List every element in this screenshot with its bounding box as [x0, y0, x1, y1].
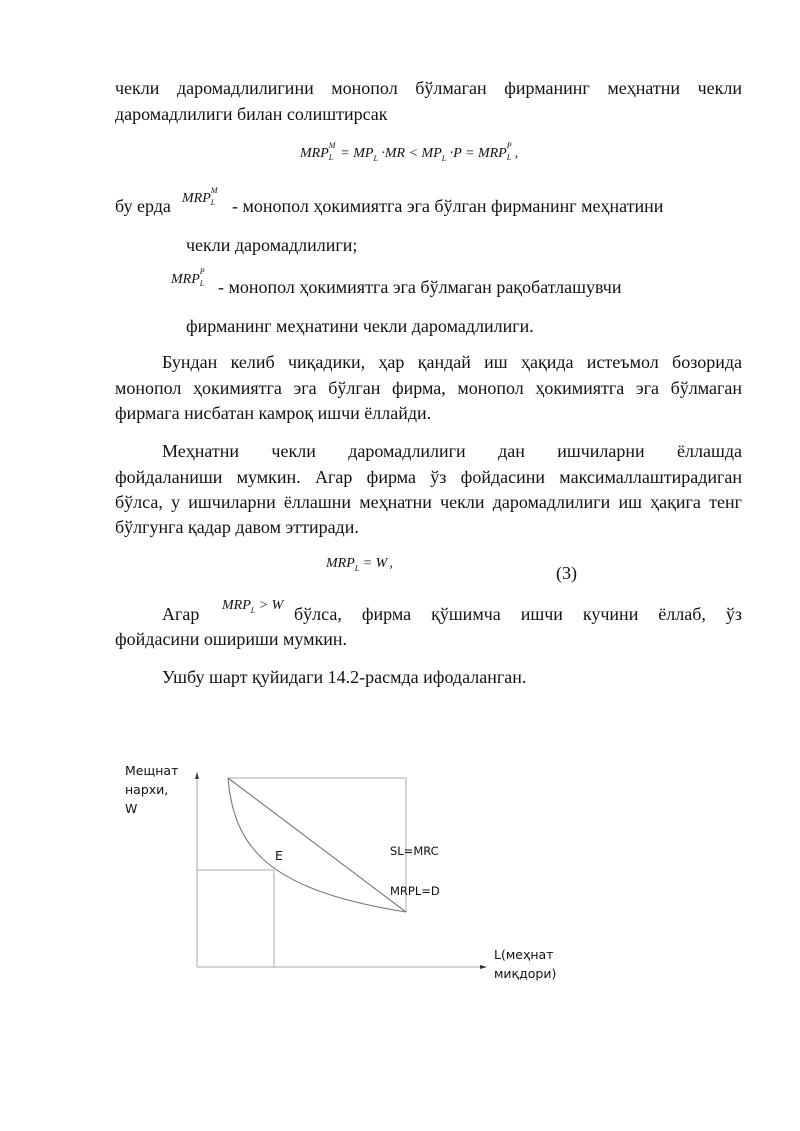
paragraph-2-line-1: Бундан келиб чиқадики, ҳар қандай иш ҳақида истеъмол бозорида	[162, 352, 742, 372]
demand-curve-label: MRPL=D	[390, 884, 440, 898]
paragraph-4-line-1-rest: бўлса, фирма қўшимча ишчи кучини ёллаб, ўз	[294, 604, 742, 624]
paragraph-3-line-3: бўлса, у ишчиларни ёллашни меҳнатни чекли даромадлилиги иш ҳақига тенг	[115, 492, 742, 512]
paragraph-4-symbol: $MRP_L > W$	[222, 598, 284, 615]
paragraph-4-line-2: фойдасини ошириши мумкин.	[115, 629, 348, 649]
paragraph-4-word: Агар	[162, 604, 200, 624]
definition-2-continuation: фирманинг меҳнатини чекли даромадлилиги.	[186, 316, 534, 336]
equation-number: (3)	[556, 563, 577, 583]
x-axis-label-line-1: L(меҳнат	[494, 947, 554, 962]
x-axis-label-line-2: миқдори)	[494, 966, 557, 981]
definition-1-prefix: бу ерда	[115, 196, 171, 216]
y-axis-label-line-2: нархи,	[125, 782, 169, 797]
supply-line-mrc	[228, 778, 406, 912]
paragraph-2-line-3: фирмага нисбатан камроқ ишчи ёллайди.	[115, 403, 432, 423]
equation-mrp-equals-wage: $MRP_L = W$ ,	[326, 556, 393, 573]
x-axis-arrowhead	[480, 965, 487, 969]
paragraph-3-line-4: бўлгунга қадар давом эттиради.	[115, 517, 359, 537]
supply-curve-label: SL=MRC	[390, 844, 439, 858]
paragraph-3-line-2: фойдаланиши мумкин. Агар фирма ўз фойдасини максималлаштирадиган	[115, 467, 742, 487]
definition-1-continuation: чекли даромадлилиги;	[186, 235, 358, 255]
definition-1-symbol: MRP M L	[182, 185, 218, 207]
paragraph-1-line-1: чекли даромадлилигини монопол бўлмаган фирманинг меҳнатни чекли	[115, 78, 742, 98]
equilibrium-point-label: E	[275, 848, 283, 863]
y-axis-label-line-1: Мещнат	[125, 763, 179, 778]
paragraph-5-line-1: Ушбу шарт қуйидаги 14.2-расмда ифодаланган.	[162, 667, 527, 687]
definition-2-symbol: MRP P L	[171, 266, 205, 288]
equation-mrp-comparison: MRP M L = $MP_L \cdot MR < MP_L \cdot P$ = MRP P L ,	[300, 140, 519, 163]
definition-1-text: - монопол ҳокимиятга эга бўлган фирманинг меҳнатини	[232, 196, 664, 216]
paragraph-2-line-2: монопол ҳокимиятга эга бўлган фирма, монопол ҳокимиятга эга бўлмаган	[115, 378, 742, 398]
y-axis-arrowhead	[195, 772, 199, 779]
paragraph-3-line-1: Меҳнатни чекли даромадлилиги дан ишчиларни ёллашда	[162, 441, 742, 461]
paragraph-1-line-2: даромадлилиги билан солиштирсак	[115, 104, 388, 124]
y-axis-label-line-3: W	[125, 801, 138, 816]
definition-2-text: - монопол ҳокимиятга эга бўлмаган рақобатлашувчи	[218, 277, 622, 297]
